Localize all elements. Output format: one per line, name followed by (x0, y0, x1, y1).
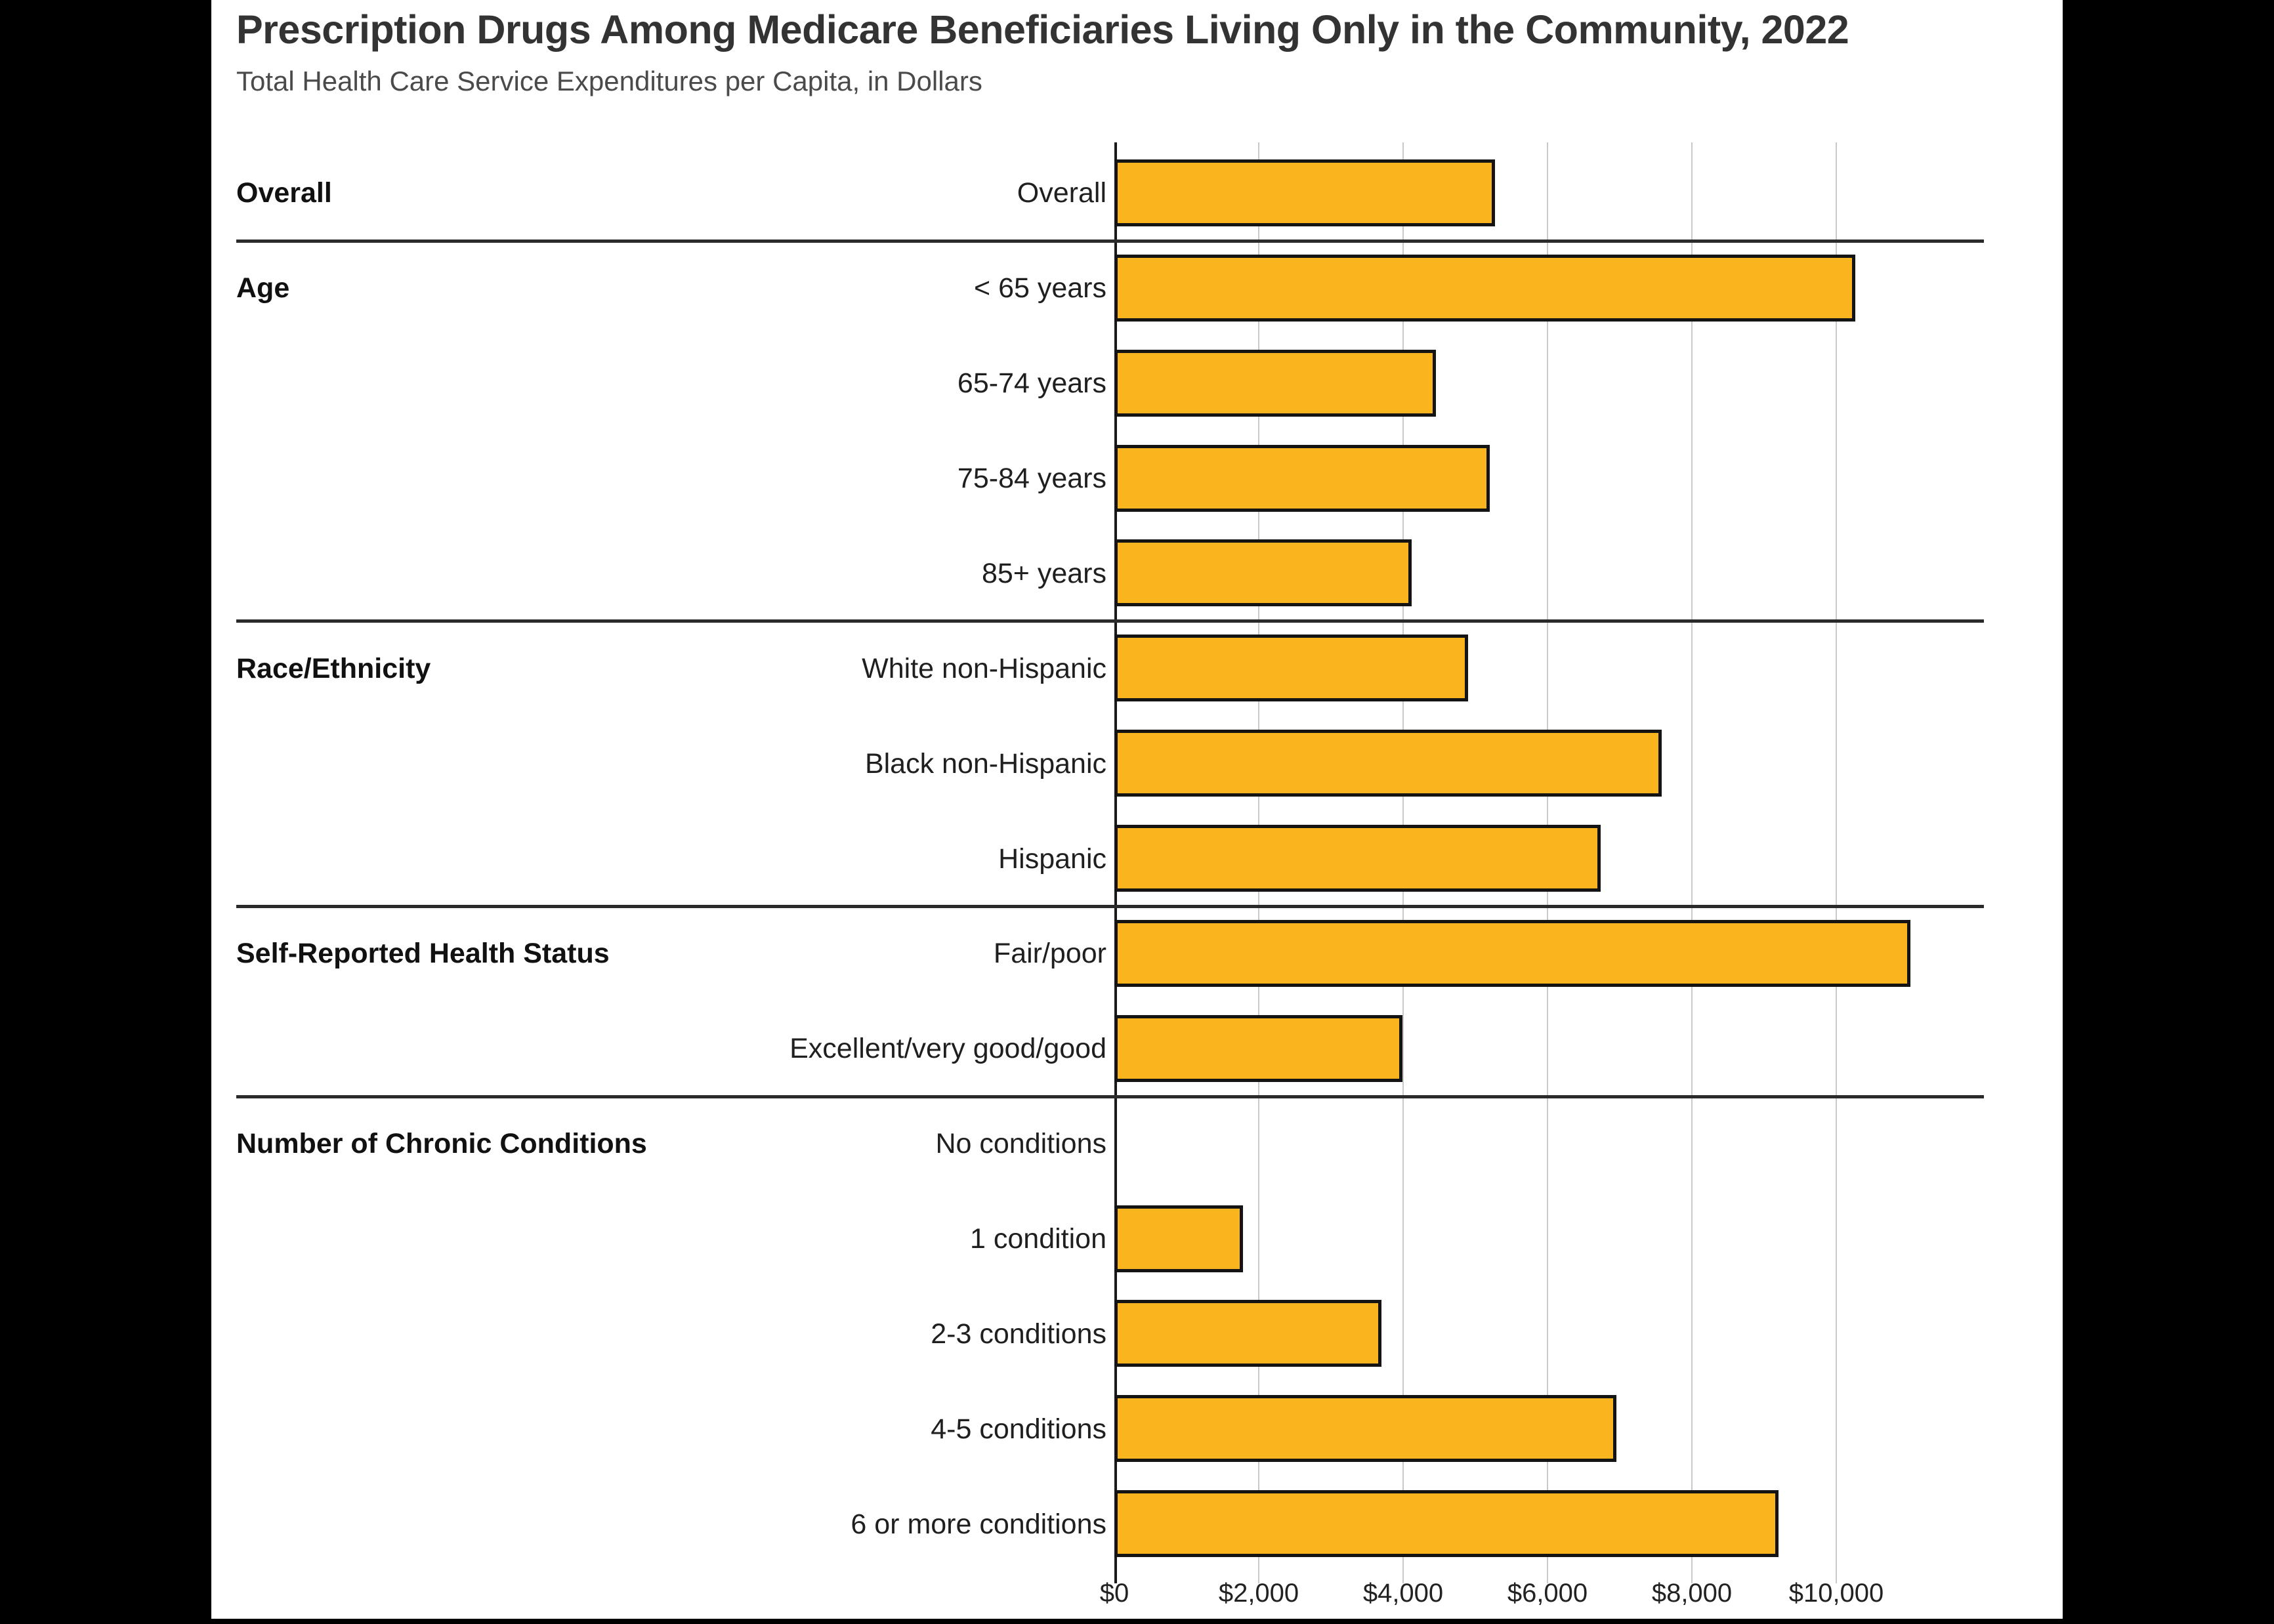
group-separator (236, 905, 1984, 908)
row-label: Overall (1017, 177, 1106, 209)
row-label: 2-3 conditions (931, 1318, 1106, 1350)
bar (1114, 1205, 1243, 1272)
bar (1114, 350, 1436, 417)
group-label: Age (236, 272, 290, 304)
bar (1114, 159, 1495, 226)
row-label: 65-74 years (957, 367, 1106, 399)
row-label: 4-5 conditions (931, 1413, 1106, 1445)
group-label: Self-Reported Health Status (236, 938, 610, 969)
group-label: Number of Chronic Conditions (236, 1128, 647, 1159)
row-label: No conditions (935, 1128, 1106, 1159)
row-label: Excellent/very good/good (790, 1033, 1106, 1064)
chart-title: Prescription Drugs Among Medicare Beneficiaries Living Only in the Community, 2022 (236, 7, 1849, 52)
x-axis-tick-label: $10,000 (1788, 1579, 1884, 1608)
gridline (1836, 142, 1837, 1583)
bar (1114, 1395, 1616, 1462)
row-label: Black non-Hispanic (864, 748, 1106, 780)
row-label: 1 condition (970, 1223, 1106, 1255)
row-label: 75-84 years (957, 463, 1106, 494)
gridline (1691, 142, 1693, 1583)
bar (1114, 635, 1468, 701)
x-axis-tick-label: $2,000 (1218, 1579, 1299, 1608)
bar (1114, 920, 1910, 987)
bar (1114, 255, 1855, 322)
chart-subtitle: Total Health Care Service Expenditures per Capita, in Dollars (236, 66, 982, 96)
group-label: Race/Ethnicity (236, 653, 431, 684)
row-label: 6 or more conditions (851, 1509, 1106, 1540)
row-label: Fair/poor (993, 938, 1106, 969)
x-axis-tick-label: $8,000 (1651, 1579, 1733, 1608)
x-axis-tick-label: $0 (1099, 1579, 1129, 1608)
bar (1114, 1015, 1402, 1082)
group-separator (236, 1095, 1984, 1098)
x-axis-tick-label: $4,000 (1362, 1579, 1444, 1608)
row-label: Hispanic (998, 843, 1106, 875)
row-label: 85+ years (981, 558, 1106, 589)
chart-canvas (211, 0, 2063, 1619)
bar (1114, 1490, 1779, 1557)
group-separator (236, 239, 1984, 243)
group-label: Overall (236, 177, 332, 209)
bar (1114, 539, 1412, 606)
bar (1114, 825, 1601, 892)
bar (1114, 1300, 1381, 1367)
bar (1114, 445, 1490, 512)
plot-area (211, 0, 2063, 1619)
group-separator (236, 619, 1984, 623)
x-axis-tick-label: $6,000 (1507, 1579, 1588, 1608)
bar (1114, 730, 1662, 797)
row-label: White non-Hispanic (862, 653, 1106, 684)
row-label: < 65 years (974, 272, 1106, 304)
